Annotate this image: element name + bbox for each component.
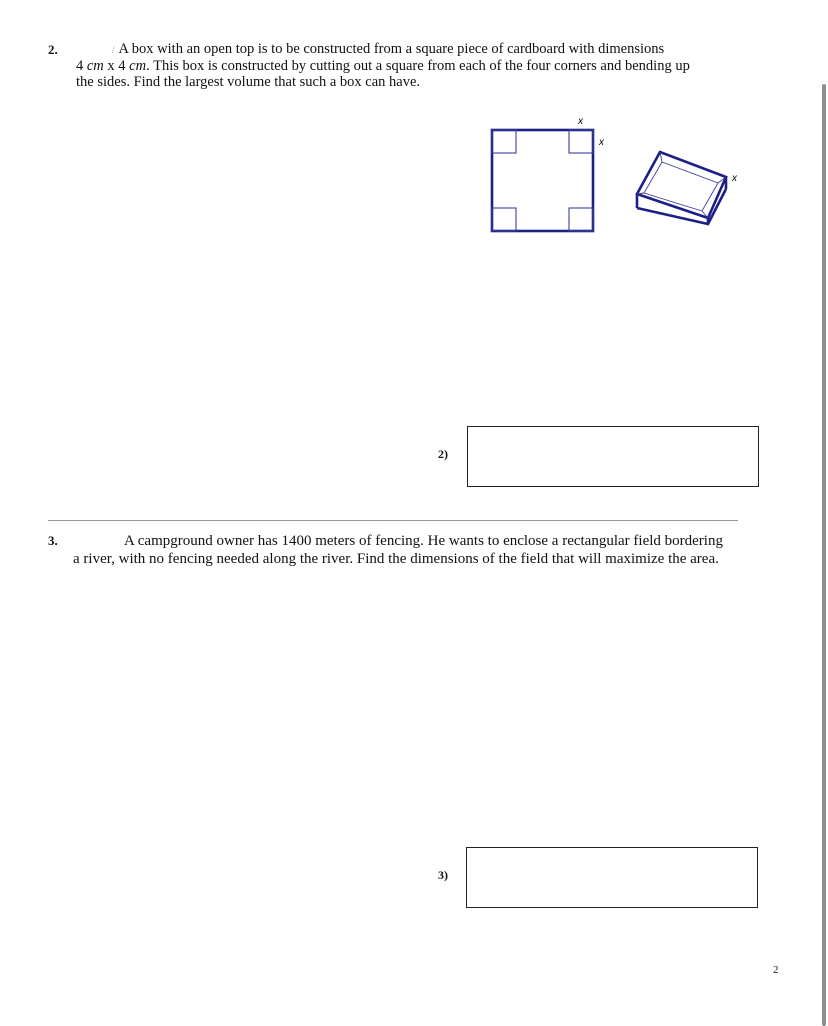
dim-1: 4 xyxy=(76,58,84,74)
question-3-text xyxy=(73,532,723,568)
label-x-box: x xyxy=(732,173,737,184)
question-2-number: 2. xyxy=(48,42,58,57)
question-2-text xyxy=(76,41,690,90)
question-divider xyxy=(48,520,738,521)
unit-1: cm xyxy=(86,58,104,74)
label-x-side: x xyxy=(599,137,604,148)
question-3-line-2: a river, with no fencing needed along the river. Find the dimensions of the field that will maximize the area. xyxy=(73,551,719,567)
cardboard-square xyxy=(492,130,593,231)
question-2-line-3: the sides. Find the largest volume that such a box can have. xyxy=(76,74,421,90)
box-diagram xyxy=(480,110,760,240)
question-2-line-1 xyxy=(76,41,690,58)
question-2-marker: / xyxy=(112,45,115,55)
question-3-line-1: A campground owner has 1400 meters of fencing. He wants to enclose a rectangular field bordering xyxy=(124,533,723,549)
box-rim xyxy=(637,152,726,218)
unit-2: cm xyxy=(129,58,147,74)
open-box xyxy=(637,152,726,224)
corner-cut-bottom-right xyxy=(569,208,593,231)
answer-2-label: 2) xyxy=(438,447,448,461)
vertical-scrollbar[interactable] xyxy=(822,84,826,1026)
corner-cut-bottom-left xyxy=(492,208,516,231)
corner-cut-top-right xyxy=(569,130,593,153)
answer-3-box[interactable] xyxy=(466,847,758,908)
answer-3-label: 3) xyxy=(438,868,448,882)
question-3-number: 3. xyxy=(48,533,58,548)
question-2-line-2 xyxy=(76,58,690,74)
page-number: 2 xyxy=(773,964,779,976)
times-x: x xyxy=(107,58,115,74)
dim-2: 4 xyxy=(118,58,126,74)
question-2-line-2-rest: . This box is constructed by cutting out a square from each of the four corners and bending up xyxy=(146,58,690,74)
label-x-top: x xyxy=(578,116,583,127)
question-2-line-1-text: A box with an open top is to be constructed from a square piece of cardboard with dimensions xyxy=(118,41,665,57)
corner-cut-top-left xyxy=(492,130,516,153)
answer-2-box[interactable] xyxy=(467,426,759,487)
